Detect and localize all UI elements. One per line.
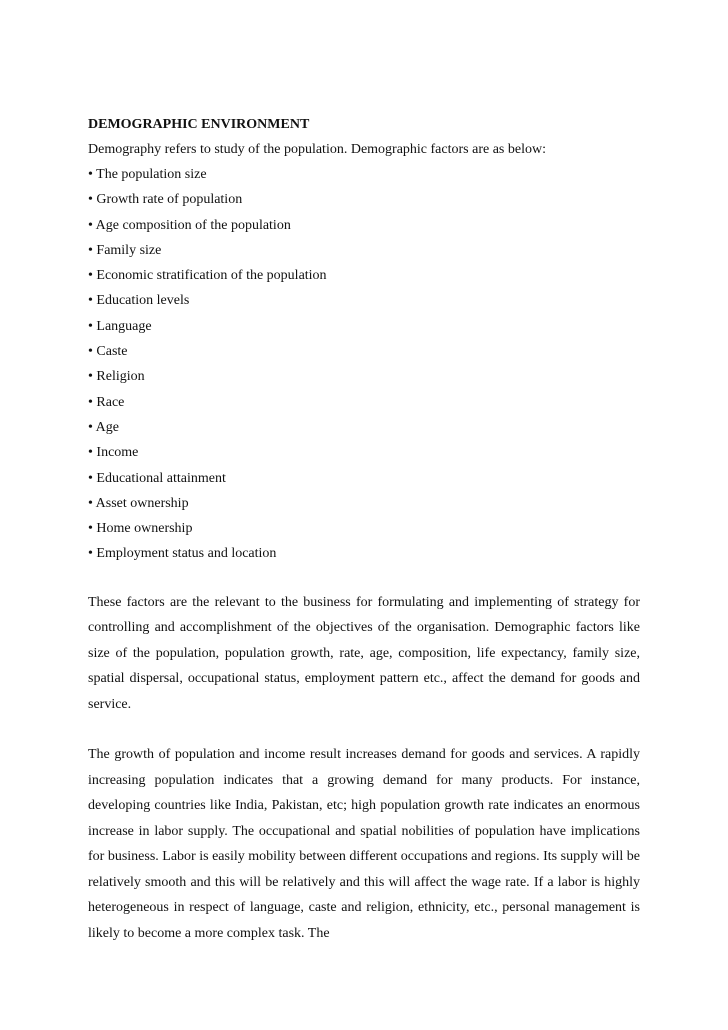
intro-text: Demography refers to study of the population. Demographic factors are as below: bbox=[88, 142, 546, 157]
document-page bbox=[88, 112, 640, 946]
list-item: • Economic stratification of the population bbox=[88, 268, 327, 284]
section-heading: DEMOGRAPHIC ENVIRONMENT bbox=[88, 117, 310, 132]
paragraph-relevance: These factors are the relevant to the business for formulating and implementing of strategy for controlling and accomplishment of the objectives of the organisation. Demographic factors like size of the population, population growth, rate, age, composition, life expectancy, family size, spatial dispersal, occupational status, employment pattern etc., affect the demand for goods and service. bbox=[88, 594, 640, 712]
list-item: • Caste bbox=[88, 344, 128, 360]
list-item: • Education levels bbox=[88, 293, 190, 309]
list-item: • Asset ownership bbox=[88, 495, 189, 511]
list-item: • Religion bbox=[88, 369, 145, 385]
list-item: • The population size bbox=[88, 167, 207, 182]
list-item: • Family size bbox=[88, 242, 162, 258]
demographic-factors-list bbox=[88, 162, 640, 567]
list-item: • Language bbox=[88, 318, 152, 334]
list-item: • Home ownership bbox=[88, 521, 193, 537]
paragraph-population-growth: The growth of population and income result increases demand for goods and services. A rapidly increasing population indicates that a growing demand for many products. For instance, developing countries like India, Pakistan, etc; high population growth rate indicates an enormous increase in labor supply. The occupational and spatial nobilities of population have implications for business. Labor is easily mobility between different occupations and regions. Its supply will be relatively smooth and this will be relatively and this will affect the wage rate. If a labor is highly heterogeneous in respect of language, caste and religion, ethnicity, etc., personal management is likely to become a more complex task. The bbox=[88, 747, 640, 941]
list-item: • Race bbox=[88, 394, 125, 410]
list-item: • Growth rate of population bbox=[88, 192, 243, 208]
list-item: • Age composition of the population bbox=[88, 217, 291, 233]
list-item: • Income bbox=[88, 445, 139, 461]
list-item: • Educational attainment bbox=[88, 470, 226, 486]
list-item: • Age bbox=[88, 419, 119, 435]
list-item: • Employment status and location bbox=[88, 546, 277, 562]
